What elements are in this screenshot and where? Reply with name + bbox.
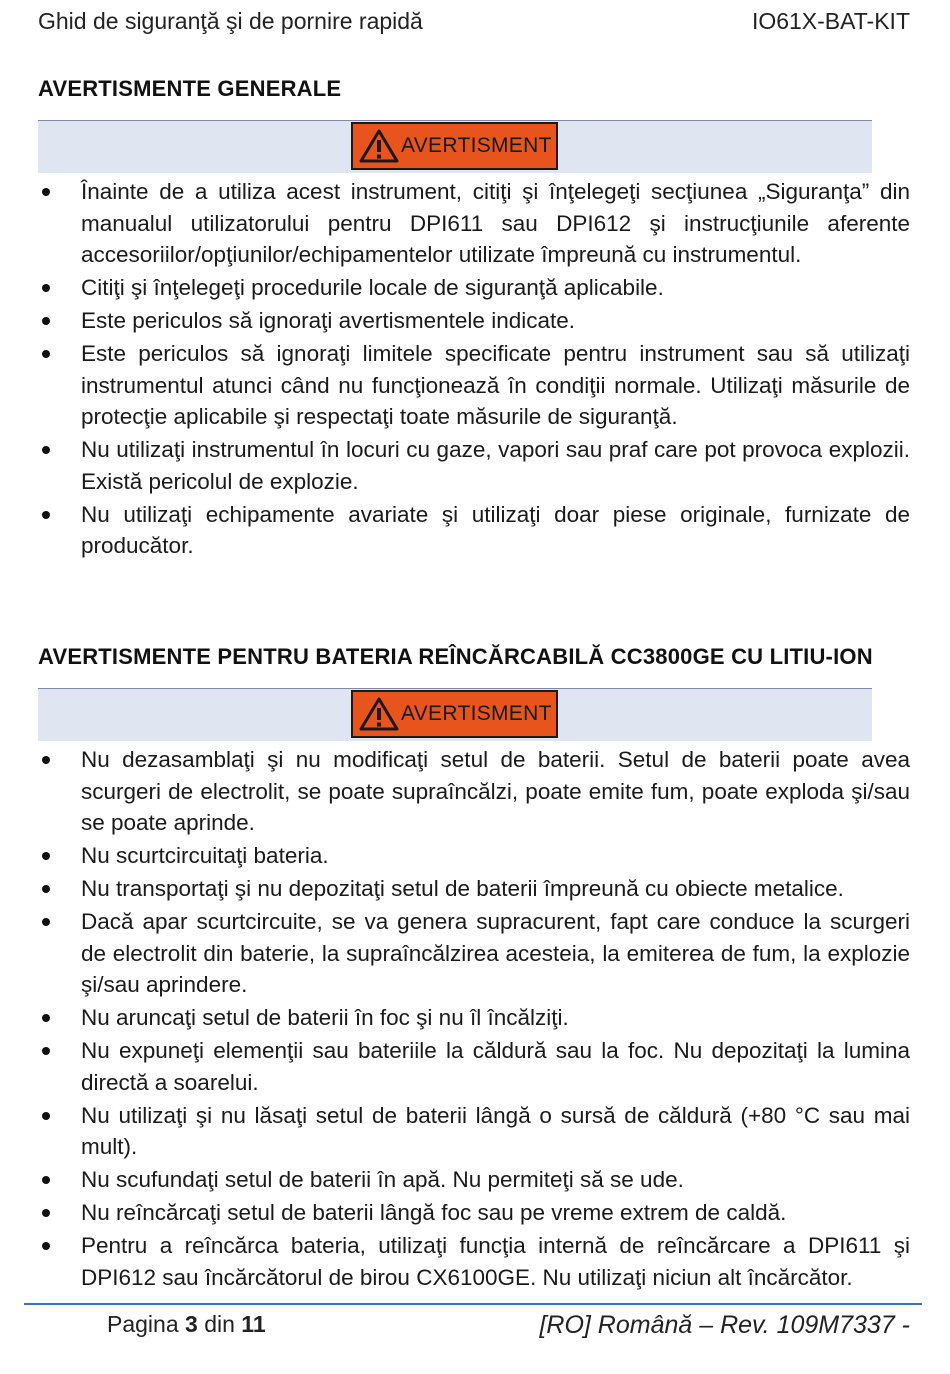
bullet-icon — [42, 511, 50, 519]
warning-triangle-icon — [359, 128, 399, 164]
list-item: Citiţi şi înţelegeţi procedurile locale de siguranţă aplicabile. — [38, 272, 910, 304]
list-item: Nu scufundaţi setul de baterii în apă. Nu permiteţi să se ude. — [38, 1164, 910, 1196]
current-page: 3 — [185, 1311, 198, 1337]
bullet-icon — [42, 852, 50, 860]
section-title-battery-warnings: AVERTISMENTE PENTRU BATERIA REÎNCĂRCABILĂ CC3800GE CU LITIU-ION — [38, 644, 873, 669]
list-item: Nu aruncaţi setul de baterii în foc şi nu îl încălziţi. — [38, 1002, 910, 1034]
battery-warnings-list — [38, 744, 910, 1293]
bullet-icon — [42, 188, 50, 196]
list-item: Este periculos să ignoraţi limitele specificate pentru instrument sau să utilizaţi instrumentul atunci când nu funcţionează în condiţii normale. Utilizaţi măsurile de protecţie aplicabile şi respectaţi toate măsurile de siguranţă. — [38, 338, 910, 433]
page-number: Pagina 3 din 11 — [107, 1311, 266, 1337]
list-item: Nu scurtcircuitaţi bateria. — [38, 840, 910, 872]
warning-triangle-icon — [359, 696, 399, 732]
bullet-icon — [42, 918, 50, 926]
bullet-icon — [42, 284, 50, 292]
list-item: Dacă apar scurtcircuite, se va genera supracurent, fapt care conduce la scurgeri de electrolit din baterie, la supraîncălzirea acesteia, la emiterea de fum, la explozie şi/sau aprindere. — [38, 906, 910, 1001]
warning-badge — [351, 122, 558, 170]
bullet-icon — [42, 1209, 50, 1217]
language-revision: [RO] Română – Rev. 109M7337 - — [539, 1311, 910, 1339]
page-header — [38, 8, 910, 35]
section-title-general-warnings: AVERTISMENTE GENERALE — [38, 76, 342, 101]
list-item: Nu dezasamblaţi şi nu modificaţi setul de baterii. Setul de baterii poate avea scurgeri de electrolit, se poate supraîncălzi, poate emite fum, poate exploda şi/sau se poate aprinde. — [38, 744, 910, 839]
bullet-icon — [42, 1176, 50, 1184]
list-item: Pentru a reîncărca bateria, utilizaţi funcţia internă de reîncărcare a DPI611 şi DPI612 sau încărcătorul de birou CX6100GE. Nu utilizaţi niciun alt încărcător. — [38, 1230, 910, 1293]
warning-badge — [351, 690, 558, 738]
list-item: Nu transportaţi şi nu depozitaţi setul de baterii împreună cu obiecte metalice. — [38, 873, 910, 905]
list-item: Nu reîncărcaţi setul de baterii lângă foc sau pe vreme extrem de caldă. — [38, 1197, 910, 1229]
bullet-icon — [42, 317, 50, 325]
document-code: IO61X-BAT-KIT — [751, 8, 910, 34]
list-item: Înainte de a utiliza acest instrument, citiţi şi înţelegeţi secţiunea „Siguranţa” din manualul utilizatorului pentru DPI611 sau DPI612 şi instrucţiunile aferente accesoriilor/opţiunilor/echipamentelor utilizate împreună cu instrumentul. — [38, 176, 910, 271]
warning-banner — [38, 688, 872, 741]
warning-label: AVERTISMENT — [401, 134, 552, 157]
bullet-icon — [42, 350, 50, 358]
bullet-icon — [42, 885, 50, 893]
list-item: Este periculos să ignoraţi avertismentele indicate. — [38, 305, 910, 337]
bullet-icon — [42, 756, 50, 764]
list-item: Nu utilizaţi şi nu lăsaţi setul de baterii lângă o sursă de căldură (+80 °C sau mai mult). — [38, 1100, 910, 1163]
document-title: Ghid de siguranţă şi de pornire rapidă — [38, 8, 423, 34]
warning-label: AVERTISMENT — [401, 702, 552, 725]
list-item: Nu utilizaţi instrumentul în locuri cu gaze, vapori sau praf care pot provoca explozii. Există pericolul de explozie. — [38, 434, 910, 497]
footer-divider — [24, 1303, 922, 1305]
bullet-icon — [42, 1047, 50, 1055]
general-warnings-list — [38, 176, 910, 562]
list-item: Nu utilizaţi echipamente avariate şi utilizaţi doar piese originale, furnizate de producător. — [38, 499, 910, 562]
bullet-icon — [42, 1014, 50, 1022]
warning-banner — [38, 120, 872, 173]
bullet-icon — [42, 446, 50, 454]
total-pages: 11 — [241, 1311, 266, 1337]
list-item: Nu expuneţi elemenţii sau bateriile la căldură sau la foc. Nu depozitaţi la lumina directă a soarelui. — [38, 1035, 910, 1098]
bullet-icon — [42, 1112, 50, 1120]
bullet-icon — [42, 1242, 50, 1250]
